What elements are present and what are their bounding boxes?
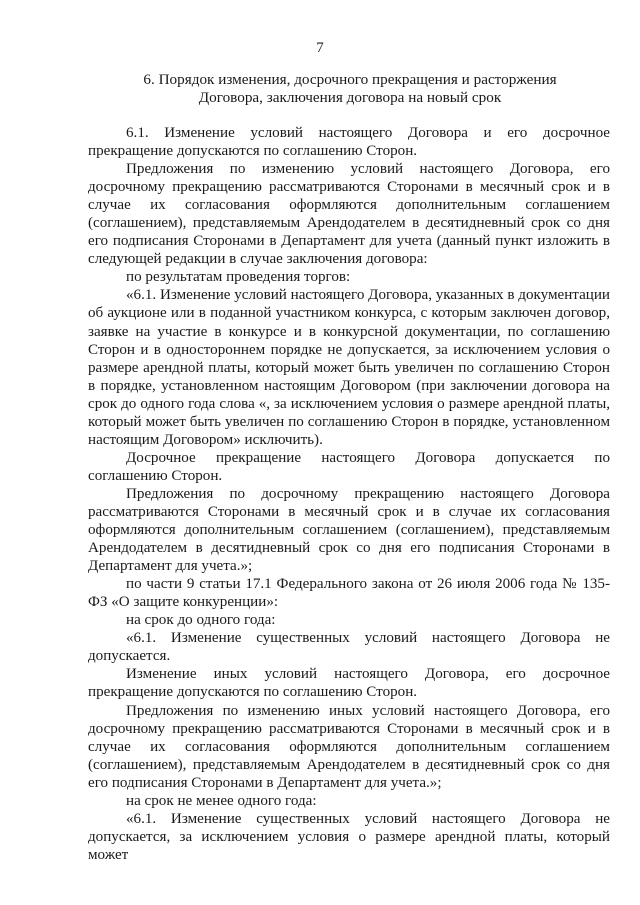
page-number: 7	[316, 40, 324, 56]
paragraph-6: Предложения по досрочному прекращению настоящего Договора рассматриваются Сторонами в месячный срок и в случае их согласования оформляются дополнительным соглашением (соглашением), представляемым Арендодателем в десятидневный срок со дня его подписания Сторонами в Департамент для учета.»;	[88, 485, 610, 575]
document-body	[88, 124, 610, 864]
section-heading	[110, 71, 590, 107]
paragraph-11: Предложения по изменению иных условий настоящего Договора, его досрочному прекращению рассматриваются Сторонами в месячный срок и в случае их согласования оформляются дополнительным соглашением (соглашением), представляемым Арендодателем в десятидневный срок со дня его подписания Сторонами в Департамент для учета.»;	[88, 702, 610, 791]
paragraph-5: Досрочное прекращение настоящего Договора допускается по соглашению Сторон.	[88, 449, 610, 484]
section-heading-line-2: Договора, заключения договора на новый срок	[198, 89, 502, 106]
paragraph-7: по части 9 статьи 17.1 Федерального закона от 26 июля 2006 года № 135-ФЗ «О защите конкуренции»:	[88, 576, 610, 611]
paragraph-4: «6.1. Изменение условий настоящего Договора, указанных в документации об аукционе или в поданной участником конкурса, с которым заключен договор, заявке на участие в конкурсе и в конкурсной документации, по соглашению Сторон и в одностороннем порядке не допускается, за исключением условия о размере арендной платы, который может быть увеличен по соглашению Сторон в порядке, установленном настоящим Договором (при заключении договора на срок до одного года слова «, за исключением условия о размере арендной платы, который может быть увеличен по соглашению Сторон в порядке, установленном настоящим Договором» исключить).	[88, 287, 611, 448]
paragraph-2: Предложения по изменению условий настоящего Договора, его досрочному прекращению рассматриваются Сторонами в месячный срок и в случае их согласования оформляются дополнительным соглашением (соглашением), представляемым Арендодателем в десятидневный срок со дня его подписания Сторонами в Департамент для учета (данный пункт изложить в следующей редакции в случае заключения договора:	[88, 161, 610, 268]
paragraph-12: на срок не менее одного года:	[126, 792, 317, 809]
section-heading-line-1: 6. Порядок изменения, досрочного прекращения и расторжения	[143, 71, 557, 88]
paragraph-13: «6.1. Изменение существенных условий настоящего Договора не допускается, за исключением условия о размере арендной платы, который может	[88, 810, 610, 863]
paragraph-3: по результатам проведения торгов:	[126, 269, 351, 286]
paragraph-10: Изменение иных условий настоящего Договора, его досрочное прекращение допускаются по соглашению Сторон.	[88, 666, 610, 701]
paragraph-9: «6.1. Изменение существенных условий настоящего Договора не допускается.	[88, 630, 610, 665]
paragraph-8: на срок до одного года:	[126, 612, 276, 629]
paragraph-1: 6.1. Изменение условий настоящего Договора и его досрочное прекращение допускаются по соглашению Сторон.	[88, 125, 610, 160]
